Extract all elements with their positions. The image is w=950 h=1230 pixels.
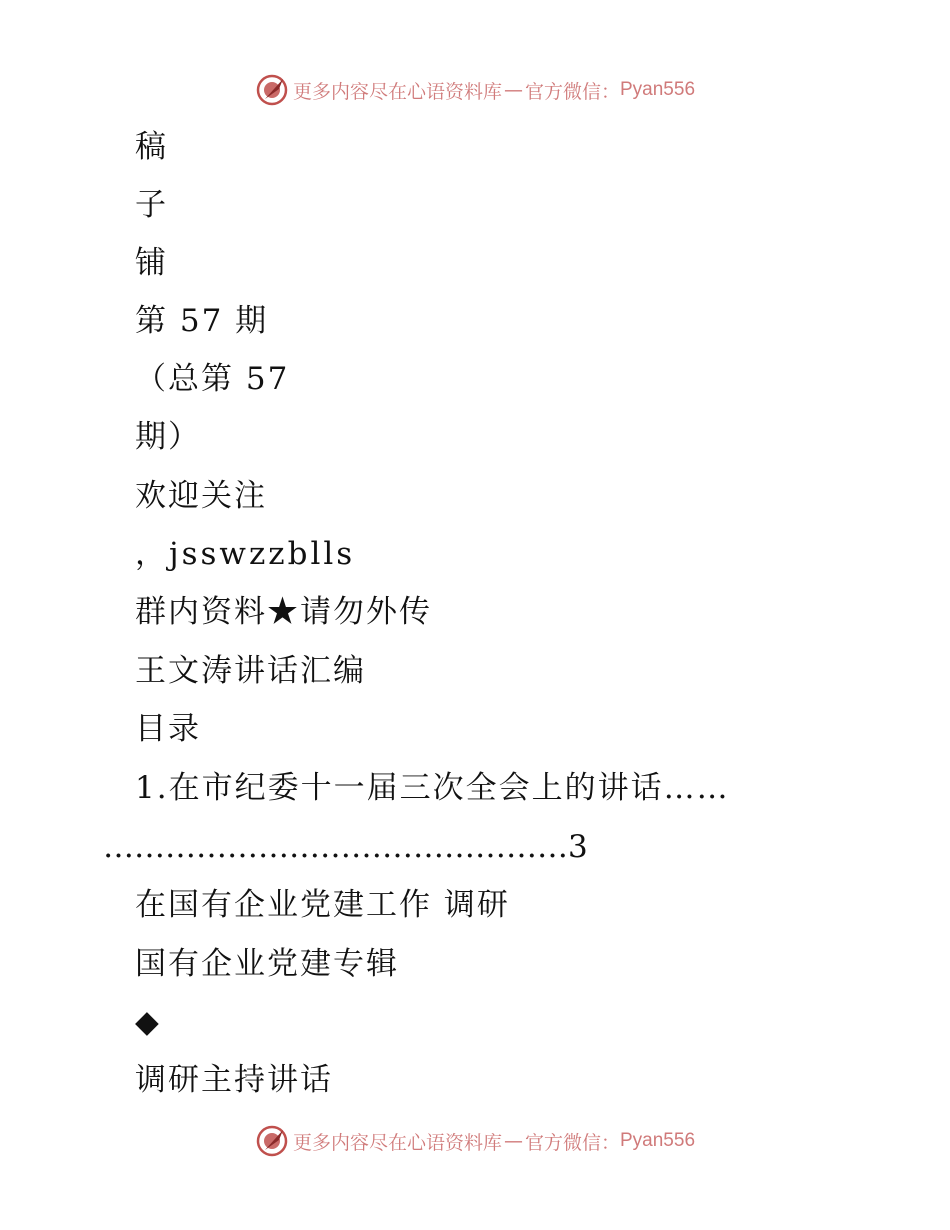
issue-number: 第 57 期: [135, 303, 269, 339]
toc-leader: ………………………………………3: [103, 829, 588, 865]
text-line: 在国有企业党建工作 调研: [135, 887, 510, 923]
quill-seal-icon: [255, 1124, 289, 1158]
watermark-suffix: 官方微信：: [524, 80, 620, 103]
text-line: 铺: [135, 245, 168, 281]
watermark-text: 更多内容尽在心语资料库: [292, 1131, 502, 1154]
watermark-text: 更多内容尽在心语资料库: [292, 80, 502, 103]
watermark-brand: Pyan556: [620, 79, 696, 100]
watermark-suffix: 官方微信：: [524, 1131, 620, 1154]
watermark-brand: Pyan556: [620, 1130, 696, 1151]
text-line: 稿: [135, 129, 168, 165]
watermark-footer: [0, 1121, 950, 1161]
toc-heading: 目录: [135, 711, 201, 747]
text-line: 欢迎关注: [135, 478, 267, 514]
notice-line: 群内资料★请勿外传: [135, 594, 432, 630]
text-line: 子: [135, 187, 168, 223]
text-line: 调研主持讲话: [135, 1062, 333, 1098]
diamond-bullet: ◆: [135, 1004, 161, 1040]
text-line: 国有企业党建专辑: [135, 946, 399, 982]
account-id: ，jsswzzblls: [135, 536, 356, 572]
watermark-dash: —: [503, 79, 523, 101]
total-issue: （总第 57: [135, 361, 290, 397]
text-line: 期）: [135, 419, 201, 455]
document-title: 王文涛讲话汇编: [135, 653, 366, 689]
watermark-dash: —: [503, 1130, 523, 1152]
toc-entry: 1.在市纪委十一届三次全会上的讲话……: [135, 770, 730, 806]
